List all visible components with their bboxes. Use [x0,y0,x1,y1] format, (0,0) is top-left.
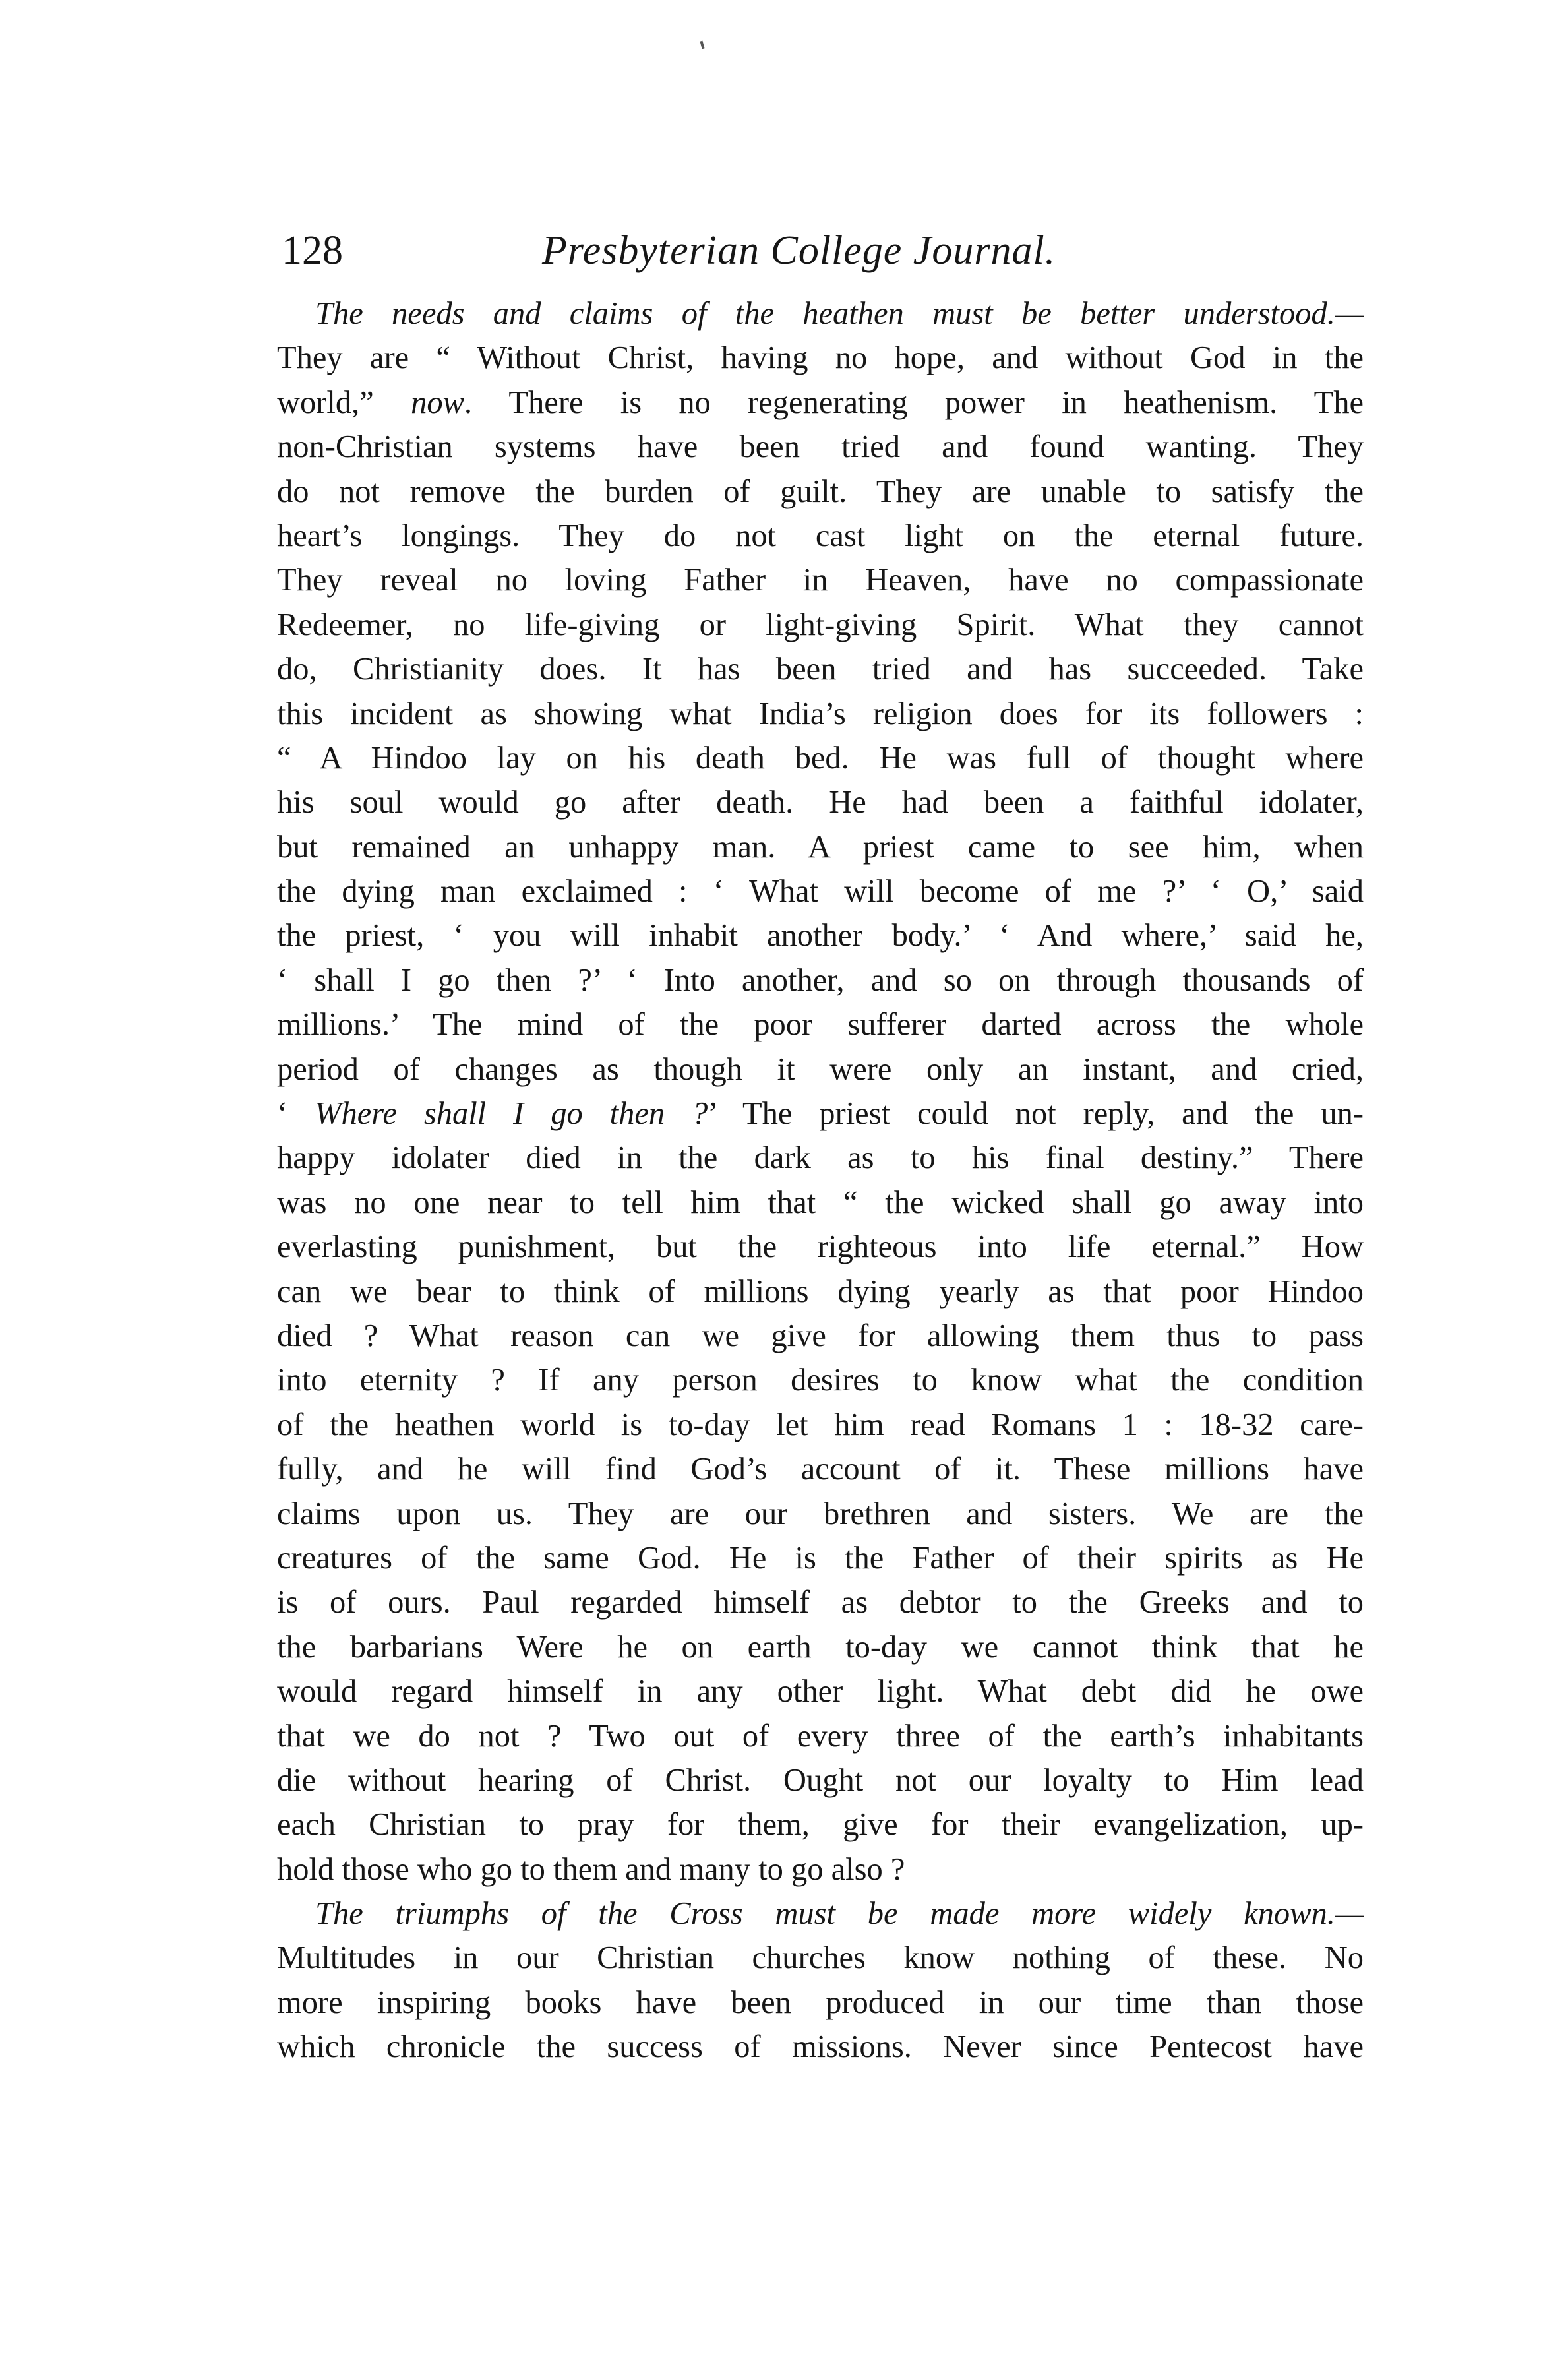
text-run: was no one near to tell him that “ the wicked shall go away into [277,1184,1364,1220]
text-line [277,2025,1364,2069]
text-run: everlasting punishment, but the righteous into life eternal.” How [277,1229,1364,1265]
ink-speck [700,41,705,49]
text-line [277,1802,1364,1847]
text-line [277,381,1364,425]
text-line [277,1314,1364,1358]
text-run: but remained an unhappy man. A priest came to see him, when [277,829,1364,865]
text-line [277,1936,1364,1980]
text-run: died ? What reason can we give for allowing them thus to pass [277,1318,1364,1353]
text-run: of the heathen world is to-day let him read Romans 1 : 18-32 care- [277,1407,1364,1442]
text-run: the barbarians Were he on earth to-day we cannot think that he [277,1629,1364,1665]
page-header [282,224,1376,277]
text-line [277,1181,1364,1225]
text-run: claims upon us. They are our brethren and sisters. We are the [277,1496,1364,1531]
text-run: can we bear to think of millions dying yearly as that poor Hindoo [277,1274,1364,1309]
text-line [277,603,1364,647]
text-run: would regard himself in any other light. What debt did he owe [277,1674,1364,1709]
text-run: ’ The priest could not reply, and the un- [708,1096,1364,1132]
text-line [277,470,1364,514]
text-run: heart’s longings. They do not cast light on the eternal future. [277,518,1364,553]
text-run: They reveal no loving Father in Heaven, have no compassionate [277,563,1364,598]
text-run: which chronicle the success of missions. Never since Pentecost have [277,2029,1364,2065]
text-line [277,1002,1364,1047]
italic-text: The needs and claims of the heathen must be better understood.— [315,296,1364,331]
text-line [277,913,1364,958]
text-line [277,1669,1364,1713]
text-run: do, Christianity does. It has been tried and has succeeded. Take [277,652,1364,687]
text-run: the dying man exclaimed : ‘ What will become of me ?’ ‘ O,’ said [277,874,1364,909]
text-line [277,1358,1364,1402]
text-line [277,958,1364,1002]
paragraph-heading-line [277,292,1364,336]
text-line [277,1047,1364,1092]
text-line [277,1492,1364,1536]
page-number: 128 [282,228,343,273]
text-run: fully, and he will find God’s account of it. These millions have [277,1452,1364,1487]
italic-text: Where shall I go then ? [315,1096,708,1132]
text-run: non-Christian systems have been tried and found wanting. They [277,429,1364,465]
text-run: his soul would go after death. He had been a faithful idolater, [277,785,1364,820]
text-run: creatures of the same God. He is the Father of their spirits as He [277,1540,1364,1576]
text-line [277,1981,1364,2025]
text-run: Redeemer, no life-giving or light-giving Spirit. What they cannot [277,607,1364,642]
text-line [277,514,1364,558]
text-run: more inspiring books have been produced in our time than those [277,1984,1364,2020]
text-line [277,1714,1364,1758]
text-line [277,825,1364,869]
text-run: period of changes as though it were only an instant, and cried, [277,1051,1364,1087]
text-run: happy idolater died in the dark as to his final destiny.” There [277,1140,1364,1176]
text-run: each Christian to pray for them, give for their evangelization, up- [277,1807,1364,1843]
text-run: Multitudes in our Christian churches know nothing of these. No [277,1940,1364,1976]
text-run: They are “ Without Christ, having no hope, and without God in the [277,340,1364,376]
text-line [277,736,1364,780]
text-line [277,1447,1364,1491]
text-run: that we do not ? Two out of every three of the earth’s inhabitants [277,1718,1364,1754]
text-run: the priest, ‘ you will inhabit another body.’ ‘ And where,’ said he, [277,918,1364,954]
running-title: Presbyterian College Journal. [542,228,1056,273]
text-line [277,692,1364,736]
text-line [277,647,1364,691]
text-run: do not remove the burden of guilt. They are unable to satisfy the [277,474,1364,509]
text-line [277,558,1364,602]
text-line [277,336,1364,380]
text-line [277,1270,1364,1314]
text-line [277,1625,1364,1669]
text-run: is of ours. Paul regarded himself as debtor to the Greeks and to [277,1585,1364,1620]
paragraph [277,1892,1364,2070]
text-line [277,1092,1364,1136]
text-run: ‘ shall I go then ?’ ‘ Into another, and so on through thousands of [277,962,1364,998]
text-run: hold those who go to them and many to go also ? [277,1851,905,1887]
italic-text: The triumphs of the Cross must be made more widely known.— [315,1896,1364,1932]
text-run: ‘ [277,1096,315,1132]
text-line [277,1847,1364,1892]
text-line [277,1758,1364,1802]
text-line [277,1580,1364,1624]
text-line [277,1403,1364,1447]
text-line [277,1536,1364,1580]
text-line [277,425,1364,469]
text-run: “ A Hindoo lay on his death bed. He was full of thought where [277,740,1364,776]
text-line [277,1136,1364,1180]
text-run: millions.’ The mind of the poor sufferer darted across the whole [277,1007,1364,1043]
text-run: into eternity ? If any person desires to know what the condition [277,1363,1364,1398]
text-run: die without hearing of Christ. Ought not our loyalty to Him lead [277,1762,1364,1798]
text-line [277,869,1364,913]
italic-text: now [411,385,464,420]
text-line [277,1225,1364,1269]
text-line [277,780,1364,824]
body-text [277,292,1364,2070]
text-run: world,” [277,385,411,420]
text-run: . There is no regenerating power in heathenism. The [464,385,1364,420]
paragraph-heading-line [277,1892,1364,1936]
text-run: this incident as showing what India’s religion does for its followers : [277,696,1364,731]
paragraph [277,292,1364,1892]
